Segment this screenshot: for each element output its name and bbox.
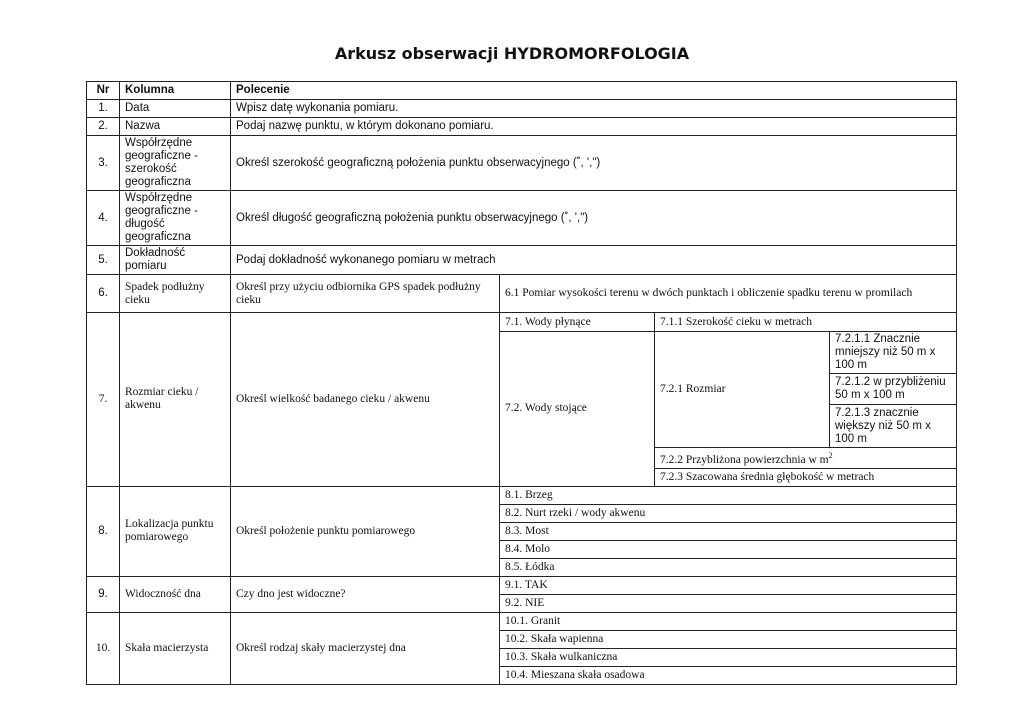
table-row <box>87 612 957 630</box>
observation-table <box>86 81 957 685</box>
option-7-2-3: 7.2.3 Szacowana średnia głębokość w metrach <box>655 468 957 486</box>
row-kolumna: Nazwa <box>120 118 231 136</box>
table-row <box>87 486 957 504</box>
option-7-2-2-superscript: 2 <box>828 451 833 460</box>
row-kolumna: Współrzędne geograficzne - szerokość geograficzna <box>120 136 231 191</box>
header-polecenie: Polecenie <box>231 82 957 100</box>
row-nr: 8. <box>87 486 120 576</box>
row-nr: 4. <box>87 191 120 246</box>
option-10-1: 10.1. Granit <box>500 612 957 630</box>
option-8-1: 8.1. Brzeg <box>500 486 957 504</box>
row-polecenie: Czy dno jest widoczne? <box>231 576 500 612</box>
row-nr: 9. <box>87 576 120 612</box>
row-polecenie: Wpisz datę wykonania pomiaru. <box>231 100 957 118</box>
row-nr: 3. <box>87 136 120 191</box>
row-kolumna: Współrzędne geograficzne - długość geograficzna <box>120 191 231 246</box>
option-7-2-2 <box>655 448 957 469</box>
row-polecenie: Określ szerokość geograficzną położenia punktu obserwacyjnego (˚, ',") <box>231 136 957 191</box>
option-7-2-2-text: 7.2.2 Przybliżona powierzchnia w m <box>660 453 829 466</box>
option-9-1: 9.1. TAK <box>500 576 957 594</box>
row-polecenie: Podaj nazwę punktu, w którym dokonano pomiaru. <box>231 118 957 136</box>
row-polecenie: Określ przy użyciu odbiornika GPS spadek podłużny cieku <box>231 275 500 313</box>
table-row <box>87 100 957 118</box>
option-7-2-1: 7.2.1 Rozmiar <box>655 332 830 448</box>
option-8-4: 8.4. Molo <box>500 540 957 558</box>
row-kolumna: Spadek podłużny cieku <box>120 275 231 313</box>
table-header-row <box>87 82 957 100</box>
option-10-3: 10.3. Skała wulkaniczna <box>500 648 957 666</box>
page-title: Arkusz obserwacji HYDROMORFOLOGIA <box>334 44 690 63</box>
row-nr: 5. <box>87 246 120 275</box>
option-10-2: 10.2. Skała wapienna <box>500 630 957 648</box>
option-7-1-1: 7.1.1 Szerokość cieku w metrach <box>655 313 957 332</box>
table-row <box>87 576 957 594</box>
table-row <box>87 275 957 313</box>
option-8-2: 8.2. Nurt rzeki / wody akwenu <box>500 504 957 522</box>
row-nr: 1. <box>87 100 120 118</box>
option-7-2-1-2: 7.2.1.2 w przybliżeniu 50 m x 100 m <box>830 374 957 405</box>
table-row <box>87 136 957 191</box>
option-7-2: 7.2. Wody stojące <box>500 332 655 487</box>
row-polecenie: Określ wielkość badanego cieku / akwenu <box>231 313 500 487</box>
row-polecenie: Określ rodzaj skały macierzystej dna <box>231 612 500 684</box>
row-nr: 10. <box>87 612 120 684</box>
row-kolumna: Skała macierzysta <box>120 612 231 684</box>
row-kolumna: Data <box>120 100 231 118</box>
row-nr: 6. <box>87 275 120 313</box>
row-nr: 7. <box>87 313 120 487</box>
row-option: 6.1 Pomiar wysokości terenu w dwóch punktach i obliczenie spadku terenu w promilach <box>500 275 957 313</box>
option-8-5: 8.5. Łódka <box>500 558 957 576</box>
table-row <box>87 118 957 136</box>
row-kolumna: Dokładność pomiaru <box>120 246 231 275</box>
row-kolumna: Lokalizacja punktu pomiarowego <box>120 486 231 576</box>
table-row <box>87 313 957 332</box>
row-polecenie: Podaj dokładność wykonanego pomiaru w metrach <box>231 246 957 275</box>
row-kolumna: Rozmiar cieku / akwenu <box>120 313 231 487</box>
row-kolumna: Widoczność dna <box>120 576 231 612</box>
option-8-3: 8.3. Most <box>500 522 957 540</box>
option-7-2-1-3: 7.2.1.3 znacznie większy niż 50 m x 100 m <box>830 405 957 448</box>
row-nr: 2. <box>87 118 120 136</box>
option-10-4: 10.4. Mieszana skała osadowa <box>500 666 957 684</box>
row-polecenie: Określ położenie punktu pomiarowego <box>231 486 500 576</box>
option-7-1: 7.1. Wody płynące <box>500 313 655 332</box>
option-7-2-1-1: 7.2.1.1 Znacznie mniejszy niż 50 m x 100 m <box>830 332 957 374</box>
row-polecenie: Określ długość geograficzną położenia punktu obserwacyjnego (˚, ',") <box>231 191 957 246</box>
option-9-2: 9.2. NIE <box>500 594 957 612</box>
header-kolumna: Kolumna <box>120 82 231 100</box>
table-row <box>87 191 957 246</box>
header-nr: Nr <box>87 82 120 100</box>
table-row <box>87 246 957 275</box>
